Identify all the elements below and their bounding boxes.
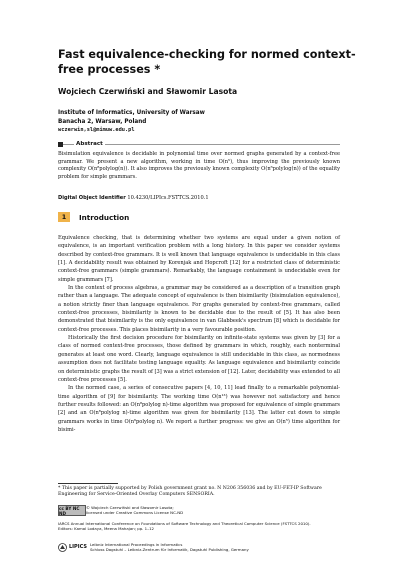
lipics-logo [58,543,87,552]
conference-block [58,521,340,531]
abstract-text: Bisimulation equivalence is decidable in polynomial time over normed graphs generated by a context-free grammar. We present a new algorithm, working in time O(n⁵), thus improving the previously known complexity O(n⁸polylog(n)). It also improves the previously known complexity O(n⁶polylog(n)) of the equality problem for simple grammars. [58,151,340,180]
conference-line-1: IARCS Annual International Conference on Foundations of Software Technology and Theoretical Computer Science (FSTTCS 2010). [58,521,311,526]
doi-value: 10.4230/LIPIcs.FSTTCS.2010.1 [127,195,209,201]
affiliation-line-2: Banacha 2, Warsaw, Poland [58,118,147,125]
paragraph-2: In the context of process algebras, a grammar may be considered as a description of a transition graph rather than a language. The adequate concept of equivalence is then bisimilarity (bisimulation equivalence), a notion strictly finer than language equivalence. For graphs generated by context-free grammars, called context-free processes, bisimilarity is known to be decidable due to the result of [5]. It has also been demonstrated that bisimilarity is the only equivalence in van Glabbeek's spectrum [8] which is decidable for context-free processes. This places bisimilarity in a very favourable position. [58,285,340,333]
author-email: wczerwin,sl@mimuw.edu.pl [58,127,135,134]
abstract-marker-icon [58,142,63,147]
affiliation [58,109,205,135]
paragraph-1: Equivalence checking, that is determining whether two systems are equal under a given notion of equivalence, is an important verification problem with a long history. In this paper we consider systems described by context-free grammars. It is well known that language equivalence is undecidable in this class [1]. A decidability result was obtained by Korenjak and Hopcroft [12] for a restricted class of deterministic context-free grammars (simple grammars). Remarkably, the language containment is undecidable even for simple grammars [7]. [58,235,340,283]
doi-label: Digital Object Identifier [58,195,126,201]
copyright-line-2: licensed under Creative Commons License NC-ND [86,510,184,516]
paper-title: Fast equivalence-checking for normed context-free processes * [58,48,356,76]
paper-authors: Wojciech Czerwiński and Sławomir Lasota [58,87,238,96]
license-badge[interactable]: cc BY NC ND [58,505,86,516]
conference-line-2: Editors: Kamal Lodaya, Meena Mahajan; pp. 1–12 [58,526,155,532]
lipics-text [90,542,249,552]
section-heading [58,212,129,222]
copyright-line-1: © Wojciech Czerwiński and Sławomir Lasota; [86,505,174,510]
lipics-footer [58,542,249,552]
section-number: 1 [58,212,70,222]
abstract-heading: Abstract [76,141,103,147]
section-title: Introduction [79,212,130,222]
lipics-line-1: Leibniz International Proceedings in Informatics [89,542,183,547]
footnote-rule [58,483,118,484]
lipics-logo-text: LIPICS [69,543,87,550]
lipics-line-2: Schloss Dagstuhl – Leibniz-Zentrum für Informatik, Dagstuhl Publishing, Germany [89,547,249,553]
paragraph-4: In the normed case, a series of consecutive papers [4, 10, 11] lead finally to a remarkable polynomial-time algorithm of [9] for bisimilarity. The working time O(n¹³) was however not satisfactory and hence further results followed: an O(n⁸polylog n)-time algorithm was proposed for equivalence of simple grammars [2] and an O(n⁸polylog n)-time algorithm was given for bisimilarity [13]. The latter cut down to simple grammars works in time O(n⁶polylog n). We report a further progress: we give an O(n⁵) time algorithm for bisimi- [58,385,340,433]
body-text [58,234,340,434]
doi-line [58,195,209,201]
lipics-logo-icon [58,543,67,552]
paragraph-3: Historically the first decision procedure for bisimilarity on infinite-state systems was given by [3] for a class of normed context-free processes, those defined by grammars in which, roughly, each nonterminal generates at least one word. Clearly, language equivalence is still undecidable in this class, as normedness assumption does not facilitate testing language equality. As language equivalence and bisimilarity coincide on deterministic graphs the result of [3] was a strict extension of [12]. Later, decidability was extended to all context-free processes [5]. [58,335,340,383]
footnote: * This paper is partially supported by Polish government grant no. N N206 356036 and by EU-FET-IP Software Engineering for Service-Oriented Overlay Computers SENSORIA. [58,486,322,498]
copyright-block [86,505,346,515]
affiliation-line-1: Institute of Informatics, University of Warsaw [58,110,205,116]
abstract-heading-bar [58,140,340,148]
